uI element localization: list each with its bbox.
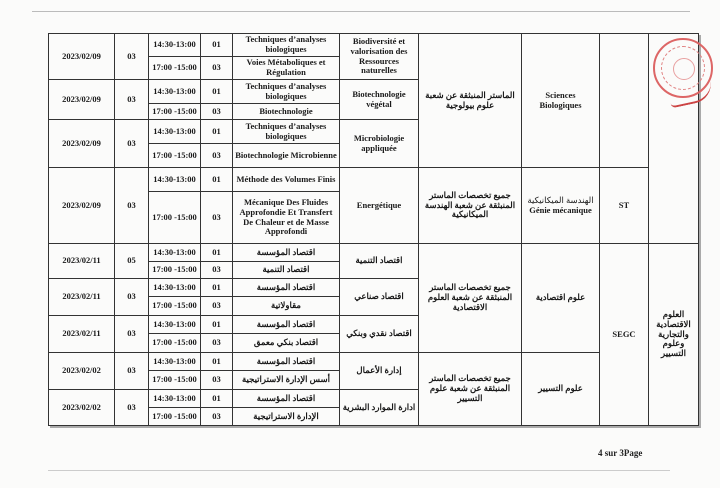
exam-subject: Biotechnologie xyxy=(233,104,340,120)
department-st: ST xyxy=(600,168,649,244)
session-number: 03 xyxy=(201,297,233,316)
exam-date: 2023/02/09 xyxy=(49,168,115,244)
exam-time: 17:00 -15:00 xyxy=(149,297,201,316)
session-number: 01 xyxy=(201,279,233,297)
specialty: Microbiologie appliquée xyxy=(340,120,419,168)
session-number: 01 xyxy=(201,34,233,57)
exam-date: 2023/02/02 xyxy=(49,353,115,390)
module-count: 03 xyxy=(115,353,149,390)
session-number: 01 xyxy=(201,244,233,262)
filiere-meca xyxy=(522,168,600,244)
specialty: Energétique xyxy=(340,168,419,244)
filiere-gest: علوم التسيير xyxy=(522,353,600,426)
exam-time: 14:30-13:00 xyxy=(149,390,201,408)
exam-subject: أسس الإدارة الاستراتيجية xyxy=(233,371,340,390)
specialty: Biodiversité et valorisation des Ressources naturelles xyxy=(340,34,419,80)
session-number: 03 xyxy=(201,334,233,353)
filiere-bio: Sciences Biologiques xyxy=(522,34,600,168)
session-number: 03 xyxy=(201,104,233,120)
exam-time: 17:00 -15:00 xyxy=(149,262,201,279)
module-count: 03 xyxy=(115,120,149,168)
exam-time: 14:30-13:00 xyxy=(149,353,201,371)
exam-subject: اقتصاد بنكي معمق xyxy=(233,334,340,353)
specialty: اقتصاد صناعي xyxy=(340,279,419,316)
exam-time: 14:30-13:00 xyxy=(149,316,201,334)
department-segc: SEGC xyxy=(600,244,649,426)
filiere-meca-fr: Génie mécanique xyxy=(529,204,592,215)
exam-subject: اقتصاد المؤسسة xyxy=(233,244,340,262)
exam-time: 17:00 -15:00 xyxy=(149,57,201,80)
exam-time: 14:30-13:00 xyxy=(149,34,201,57)
session-number: 03 xyxy=(201,57,233,80)
session-number: 03 xyxy=(201,262,233,279)
module-count: 03 xyxy=(115,390,149,426)
module-count: 05 xyxy=(115,244,149,279)
exam-time: 17:00 -15:00 xyxy=(149,104,201,120)
exam-subject: اقتصاد المؤسسة xyxy=(233,316,340,334)
table-row xyxy=(49,168,699,192)
exam-subject: اقتصاد المؤسسة xyxy=(233,279,340,297)
exam-subject: Voies Métaboliques et Régulation xyxy=(233,57,340,80)
session-number: 03 xyxy=(201,144,233,168)
session-number: 01 xyxy=(201,316,233,334)
exam-subject: اقتصاد التنمية xyxy=(233,262,340,279)
filiere-eco: علوم اقتصادية xyxy=(522,244,600,353)
exam-date: 2023/02/09 xyxy=(49,80,115,120)
table-row xyxy=(49,34,699,57)
session-number: 01 xyxy=(201,390,233,408)
session-number: 01 xyxy=(201,80,233,104)
exam-subject: اقتصاد المؤسسة xyxy=(233,353,340,371)
exam-time: 14:30-13:00 xyxy=(149,80,201,104)
module-count: 03 xyxy=(115,168,149,244)
exam-schedule-table xyxy=(48,33,699,426)
module-count: 03 xyxy=(115,34,149,80)
specialty: اقتصاد التنمية xyxy=(340,244,419,279)
specialty: ادارة الموارد البشرية xyxy=(340,390,419,426)
exam-subject: Mécanique Des Fluides Approfondie Et Transfert De Chaleur et de Masse Approfondi xyxy=(233,192,340,244)
exam-time: 17:00 -15:00 xyxy=(149,144,201,168)
exam-time: 14:30-13:00 xyxy=(149,244,201,262)
department-cell-bio xyxy=(600,34,649,168)
exam-time: 17:00 -15:00 xyxy=(149,334,201,353)
stream-meca: جميع تخصصات الماستر المنبثقة عن شعبة الهندسة الميكانيكية xyxy=(419,168,522,244)
faculty-cell-snv xyxy=(649,34,699,244)
session-number: 01 xyxy=(201,120,233,144)
stream-gest: جميع تخصصات الماستر المنبثقة عن شعبة علوم التسيير xyxy=(419,353,522,426)
exam-subject: Techniques d’analyses biologiques xyxy=(233,34,340,57)
page-number: 4 sur 3Page xyxy=(598,448,643,458)
session-number: 01 xyxy=(201,168,233,192)
exam-date: 2023/02/11 xyxy=(49,279,115,316)
session-number: 03 xyxy=(201,192,233,244)
specialty: إدارة الأعمال xyxy=(340,353,419,390)
session-number: 03 xyxy=(201,371,233,390)
exam-subject: Biotechnologie Microbienne xyxy=(233,144,340,168)
exam-subject: مقاولاتية xyxy=(233,297,340,316)
stream-bio: الماستر المنبثقة عن شعبة علوم بيولوجية xyxy=(419,34,522,168)
exam-date: 2023/02/09 xyxy=(49,34,115,80)
specialty: Biotechnologie végétal xyxy=(340,80,419,120)
exam-subject: Méthode des Volumes Finis xyxy=(233,168,340,192)
specialty: اقتصاد نقدي وبنكي xyxy=(340,316,419,353)
exam-date: 2023/02/09 xyxy=(49,120,115,168)
module-count: 03 xyxy=(115,80,149,120)
exam-time: 17:00 -15:00 xyxy=(149,192,201,244)
filiere-meca-ar: الهندسة الميكانيكية xyxy=(527,194,594,205)
stream-eco: جميع تخصصات الماستر المنبثقة عن شعبة العلوم الاقتصادية xyxy=(419,244,522,353)
exam-time: 14:30-13:00 xyxy=(149,120,201,144)
exam-date: 2023/02/02 xyxy=(49,390,115,426)
exam-time: 14:30-13:00 xyxy=(149,168,201,192)
exam-subject: الإدارة الاستراتيجية xyxy=(233,408,340,426)
module-count: 03 xyxy=(115,279,149,316)
exam-subject: Techniques d’analyses biologiques xyxy=(233,120,340,144)
exam-date: 2023/02/11 xyxy=(49,244,115,279)
exam-subject: Techniques d’analyses biologiques xyxy=(233,80,340,104)
exam-time: 17:00 -15:00 xyxy=(149,371,201,390)
table-row xyxy=(49,244,699,262)
exam-time: 14:30-13:00 xyxy=(149,279,201,297)
session-number: 01 xyxy=(201,353,233,371)
exam-time: 17:00 -15:00 xyxy=(149,408,201,426)
top-divider xyxy=(32,11,690,12)
session-number: 03 xyxy=(201,408,233,426)
module-count: 03 xyxy=(115,316,149,353)
bottom-divider xyxy=(48,470,670,471)
exam-date: 2023/02/11 xyxy=(49,316,115,353)
exam-subject: اقتصاد المؤسسة xyxy=(233,390,340,408)
faculty-segc: العلوم الاقتصادية والتجارية وعلوم التسيير xyxy=(649,244,699,426)
